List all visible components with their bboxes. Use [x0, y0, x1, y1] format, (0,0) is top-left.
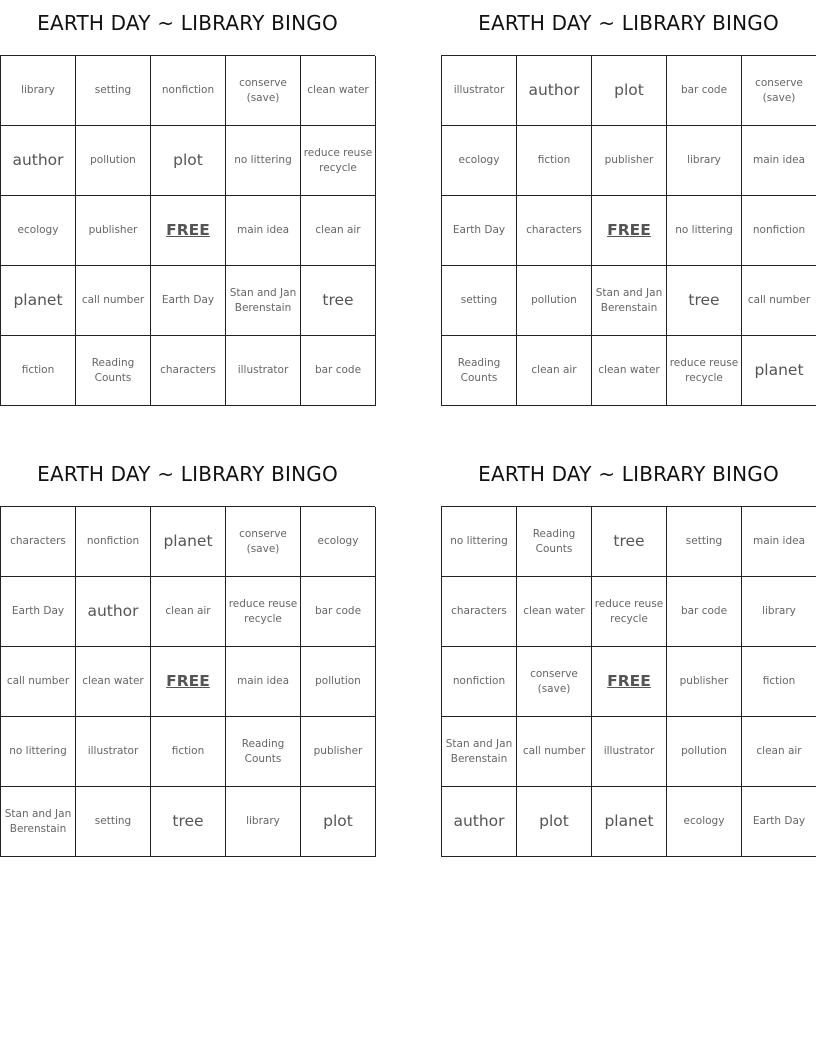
bingo-cell: conserve (save)	[226, 56, 301, 126]
bingo-cell: illustrator	[226, 336, 301, 406]
bingo-cell: ecology	[442, 126, 517, 196]
bingo-cell: bar code	[667, 56, 742, 126]
bingo-cell: tree	[592, 507, 667, 577]
bingo-cell: planet	[1, 266, 76, 336]
bingo-cell: bar code	[301, 577, 376, 647]
bingo-grid	[0, 55, 375, 406]
bingo-cell: author	[517, 56, 592, 126]
bingo-cell: setting	[76, 56, 151, 126]
bingo-cell: plot	[592, 56, 667, 126]
bingo-cell: library	[667, 126, 742, 196]
free-space-cell: FREE	[592, 647, 667, 717]
bingo-cell: main idea	[742, 507, 816, 577]
bingo-cell: Reading Counts	[76, 336, 151, 406]
bingo-cell: call number	[1, 647, 76, 717]
bingo-cell: Reading Counts	[517, 507, 592, 577]
bingo-cell: setting	[442, 266, 517, 336]
bingo-cell: no littering	[226, 126, 301, 196]
bingo-cell: characters	[151, 336, 226, 406]
bingo-cell: main idea	[226, 647, 301, 717]
bingo-cell: nonfiction	[742, 196, 816, 266]
bingo-cell: nonfiction	[442, 647, 517, 717]
bingo-cell: no littering	[667, 196, 742, 266]
bingo-grid	[0, 506, 375, 857]
bingo-cell: planet	[151, 507, 226, 577]
bingo-grid	[441, 506, 816, 857]
bingo-cell: Reading Counts	[442, 336, 517, 406]
bingo-grid	[441, 55, 816, 406]
bingo-cell: planet	[742, 336, 816, 406]
bingo-cell: Stan and Jan Berenstain	[1, 787, 76, 857]
bingo-cell: clean water	[517, 577, 592, 647]
bingo-cell: Stan and Jan Berenstain	[442, 717, 517, 787]
bingo-card-1	[0, 11, 375, 406]
bingo-cell: conserve (save)	[517, 647, 592, 717]
bingo-cell: author	[76, 577, 151, 647]
card-title: EARTH DAY ~ LIBRARY BINGO	[478, 462, 779, 486]
bingo-cell: Reading Counts	[226, 717, 301, 787]
bingo-cell: tree	[301, 266, 376, 336]
free-space-cell: FREE	[151, 196, 226, 266]
bingo-cell: Earth Day	[1, 577, 76, 647]
bingo-cell: clean water	[301, 56, 376, 126]
bingo-cell: main idea	[226, 196, 301, 266]
free-space-cell: FREE	[151, 647, 226, 717]
bingo-cell: nonfiction	[76, 507, 151, 577]
bingo-cell: no littering	[1, 717, 76, 787]
bingo-cell: publisher	[301, 717, 376, 787]
bingo-cell: library	[1, 56, 76, 126]
bingo-cell: publisher	[76, 196, 151, 266]
bingo-cell: no littering	[442, 507, 517, 577]
bingo-cell: clean water	[592, 336, 667, 406]
bingo-cell: characters	[1, 507, 76, 577]
bingo-cell: nonfiction	[151, 56, 226, 126]
bingo-cell: clean air	[742, 717, 816, 787]
bingo-cell: tree	[667, 266, 742, 336]
bingo-cell: ecology	[667, 787, 742, 857]
bingo-cell: Stan and Jan Berenstain	[226, 266, 301, 336]
bingo-cell: tree	[151, 787, 226, 857]
bingo-cell: fiction	[742, 647, 816, 717]
bingo-cell: fiction	[1, 336, 76, 406]
bingo-cell: library	[226, 787, 301, 857]
bingo-cell: fiction	[151, 717, 226, 787]
bingo-card-4	[441, 462, 816, 857]
bingo-cell: ecology	[301, 507, 376, 577]
bingo-cell: reduce reuse recycle	[226, 577, 301, 647]
bingo-cell: pollution	[517, 266, 592, 336]
bingo-cell: setting	[667, 507, 742, 577]
bingo-cell: reduce reuse recycle	[667, 336, 742, 406]
bingo-cell: call number	[742, 266, 816, 336]
bingo-cell: Earth Day	[442, 196, 517, 266]
bingo-cell: Earth Day	[742, 787, 816, 857]
card-title: EARTH DAY ~ LIBRARY BINGO	[478, 11, 779, 35]
bingo-cell: Stan and Jan Berenstain	[592, 266, 667, 336]
bingo-cell: illustrator	[442, 56, 517, 126]
bingo-cell: plot	[517, 787, 592, 857]
bingo-cell: plot	[151, 126, 226, 196]
bingo-cell: ecology	[1, 196, 76, 266]
bingo-cell: Earth Day	[151, 266, 226, 336]
bingo-card-2	[441, 11, 816, 406]
bingo-cell: bar code	[667, 577, 742, 647]
bingo-cell: clean air	[151, 577, 226, 647]
bingo-cell: conserve (save)	[742, 56, 816, 126]
bingo-cell: main idea	[742, 126, 816, 196]
bingo-cell: illustrator	[76, 717, 151, 787]
bingo-cell: pollution	[76, 126, 151, 196]
bingo-cell: characters	[442, 577, 517, 647]
bingo-cell: setting	[76, 787, 151, 857]
bingo-cell: call number	[76, 266, 151, 336]
bingo-cell: publisher	[592, 126, 667, 196]
bingo-cell: conserve (save)	[226, 507, 301, 577]
bingo-cell: library	[742, 577, 816, 647]
bingo-cell: pollution	[301, 647, 376, 717]
bingo-cell: planet	[592, 787, 667, 857]
bingo-cell: author	[1, 126, 76, 196]
bingo-cell: clean air	[517, 336, 592, 406]
bingo-cell: illustrator	[592, 717, 667, 787]
card-title: EARTH DAY ~ LIBRARY BINGO	[37, 11, 338, 35]
bingo-cell: reduce reuse recycle	[301, 126, 376, 196]
bingo-cell: call number	[517, 717, 592, 787]
bingo-cell: clean water	[76, 647, 151, 717]
bingo-cell: fiction	[517, 126, 592, 196]
bingo-cell: author	[442, 787, 517, 857]
bingo-cell: pollution	[667, 717, 742, 787]
card-title: EARTH DAY ~ LIBRARY BINGO	[37, 462, 338, 486]
bingo-card-3	[0, 462, 375, 857]
bingo-cell: bar code	[301, 336, 376, 406]
bingo-cell: clean air	[301, 196, 376, 266]
bingo-cell: characters	[517, 196, 592, 266]
bingo-cell: plot	[301, 787, 376, 857]
bingo-cell: reduce reuse recycle	[592, 577, 667, 647]
free-space-cell: FREE	[592, 196, 667, 266]
bingo-cell: publisher	[667, 647, 742, 717]
